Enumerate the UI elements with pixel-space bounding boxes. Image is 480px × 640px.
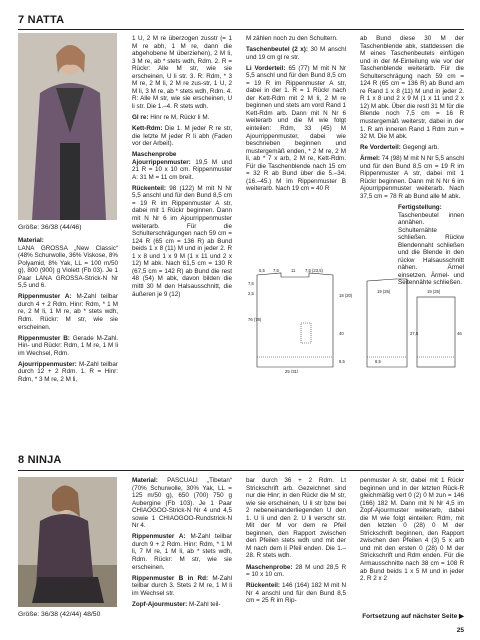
continued-next-page: Fortsetzung auf nächster Seite ▶ (362, 613, 464, 620)
paragraph-aermel: Ärmel: 74 (98) M mit N Nr 5,5 anschl und für den Bund 8,5 cm = 19 R im Rippenmuster A str, dabei mit 1 Rückr beginnen. Dann mit N Nr 6 im Ajourrippenmuster weiterarb. Nach 37,5 cm = 78 R ab Bund alle M abk. (360, 155, 464, 200)
dim-right-2: 46 (457, 331, 462, 336)
paragraph-material: Material: LANA GROSSA „New Classic“ (48% Schurwolle, 36% Viskose, 8% Polyamid, 8% Yak, LL = 100 m/50 g), 800 (900) g Violett (Fb 03). Je 1 Paar LANA GROSSA-Strick-N Nr 5,5 und 6. (18, 237, 118, 290)
model-figure (18, 33, 117, 220)
dim-mid-1: 76 (78) (248, 317, 262, 322)
paragraph-pattern-rows: 1 U, 2 M re überzogen zusstr (= 1 M re abh, 1 M re, dann die abgehobene M überziehen), 2 M li, 3 M re, ab * stets wdh, Rdm. 2. R = Rückr: Alle M str, wie sie erscheinen, U li str. 3. R: Rdm, * 3 M re, 2 M li, 2 M re zus-str, 1 U, 2 M li, 3 M re, ab * stets wdh, Rdm. 4. R: Alle M str, wie sie erscheinen, U li str. Die 1.–4. R stets wdh. (132, 35, 232, 110)
page-number: 25 (456, 627, 464, 634)
column-ninja-3 (246, 477, 346, 608)
dim-mid-3: 40 (339, 331, 344, 336)
dim-bottom-1: 25 (31) (285, 369, 299, 373)
paragraph-strickschrift: bar durch 36 + 2 Rdm. Lt Strickschrift arb. Gezeichnet sind nur die Hinr; in den Rückr die M str, wie sie erscheinen, U li str bzw bei 2 nebeneinanderliegenden U den 1. U li und den 2. U li verschr str. Mit der M vor dem re Pfeil beginnen, den Rapport zwischen den Pfeilen stets wdh und mit der M nach dem li Pfeil enden. Die 1.–28. R stets wdh. (246, 477, 346, 560)
size-natta: Größe: 36/38 (44/46) (18, 224, 82, 231)
paragraph-maschenprobe: Maschenprobe Ajourrippenmuster: 19,5 M und 21 R = 10 x 10 cm. Rippenmuster A: 31 M = 11 cm breit. (132, 151, 232, 181)
paragraph-ajourrippenmuster: Ajourrippenmuster: M-Zahl teilbar durch 12 + 2 Rdm. 1. R = Hinr: Rdm, * 3 M re, 2 M li, (18, 360, 118, 383)
paragraph-rippenmuster-a: Rippenmuster A: M-Zahl teilbar durch 9 + 2 Rdm. Hinr: Rdm, * 1 M li, 7 M re, 1 M li, ab * stets wdh, Rdm. Rückr: M str, wie sie erscheinen. (132, 533, 233, 571)
model-photo-natta (18, 33, 117, 220)
dim-bottom-2: 19 (25) (377, 289, 391, 294)
section-rule (18, 470, 464, 471)
model-figure (18, 477, 117, 607)
paragraph-kett-rdm: Kett-Rdm: Die 1. M jeder R re str, die letzte M jeder R li abh (Faden vor der Arbeit). (132, 125, 232, 148)
paragraph-taschenbeutel: Taschenbeutel (2 x): 30 M anschl und 19 cm gl re str. (246, 46, 347, 61)
section-rule (18, 29, 464, 30)
paragraph-rippenmuster-b: Rippenmuster B in Rd: M-Zahl teilbar durch 3. Stets 2 M re, 1 M li im Wechsel str. (132, 574, 232, 597)
back-outline (257, 273, 333, 367)
column-natta-2 (132, 35, 232, 302)
size-ninja: Größe: 36/38 (42/44) 48/50 (18, 611, 101, 618)
dim-top-3: 11 (291, 268, 296, 273)
paragraph-gl-re: Gl re: Hinr re M, Rückr li M. (132, 113, 210, 121)
column-natta-3 (246, 35, 346, 196)
column-ninja-4 (360, 477, 464, 586)
paragraph-rueckenteil: Rückenteil: 146 (164) 182 M mit N Nr 4 anschl und für den Bund 8,5 cm = 25 R im Rip- (246, 582, 346, 605)
paragraph-rippenmuster-a: Rippenmuster A: M-Zahl teilbar durch 4 + 2 Rdm. Hinr: Rdm, * 1 M re, 2 M li, 1 M re, ab * stets wdh, Rdm. Rückr: M str, wie sie erscheinen. (18, 293, 119, 331)
paragraph-material: Material: PASCUALI „Tibetan“ (70% Schurwolle, 30% Yak, LL = 125 m/50 g), 650 (700) 750 g Aubergine (Fb 103). Je 1 Paar CHIAOGOO-Strick-N Nr 4 und 4,5 sowie 1 CHIAOGOO-Rundstrick-N Nr 4. (132, 477, 232, 530)
section-title-natta: 7 NATTA (18, 14, 65, 26)
paragraph-zopf-ajourmuster: Zopf-Ajourmuster: M-Zahl teil- (132, 600, 221, 608)
dim-mid-4: 8,5 (339, 359, 345, 364)
model-photo-ninja (18, 477, 117, 607)
paragraph-rippenmuster-continued: penmuster A str, dabei mit 1 Rückr beginnen und in der letzten Rück-R gleichmäßig vert 0 (2) 0 M zun = 146 (166) 182 M. Dann mit N Nr 4,5 im Zopf-Ajourmuster weiterarb, dabei die M wie folgt einteilen: Rdm, mit den letzten 0 (28) 0 M der Strickschrift beginnen, den Rapport zwischen den Pfeilen 4 (3) 5 x arb und mit den ersten 0 (28) 0 M der Strickschrift und Rdm enden. Für die Armausschnitte nach 38 cm = 108 R ab Bund beids 1 x 5 M und in jeder 2. R 2 x 2 (360, 477, 464, 583)
paragraph-maschenprobe: Maschenprobe: 28 M und 28,5 R = 10 x 10 cm. (246, 563, 346, 579)
dim-mid-5: 8,5 (375, 359, 381, 364)
dim-top-1: 5,5 (259, 268, 265, 273)
paragraph-taschenblende: ab Bund diese 30 M der Taschenblende abk, stattdessen die M eines Taschenbeutels einfügen und in der M-Einteilung wie vor der Taschenblende weiterarb. Für die Schulterschrägung nach 59 cm = 124 R (65 cm = 136 R) ab Bund am re Rand 1 x 8 (11) M und in jeder 2. R 1 x 8 und 2 x 9 M (1 x 11 und 2 x 12) M abk. Über die restl 31 M für die Blende noch 7,5 cm = 16 R mustergemäß weiterstr, dabei in der 1. R am inneren Rand 1 Rdm zun = 32 M. Die M abk. (360, 35, 464, 141)
column-natta-1 (18, 237, 118, 387)
paragraph-li-vorderteil: Li Vorderteil: 65 (77) M mit N Nr 5,5 anschl und für den Bund 8,5 cm = 19 R im Rippenmuster A str, dabei in der 1. R = 1 Rückr nach der Kett-Rdm mit 2 M li, 2 M re beginnen und stets am vord Rand 1 Kett-Rdm arb. Dann mit N Nr 6 weiterarb und die M wie folgt einteilen: Rdm, 33 (45) M Ajourrippenmuster, dabei wie beschrieben beginnen und mustergemäß enden, * 2 M re, 2 M li, ab * 7 x arb, 2 M re, Kett-Rdm. Für die Taschenblende nach 15 cm = 32 R ab Bund über die 5.–34. (16.–45.) M im Rippenmuster B weiterarb. Nach 19 cm = 40 R (246, 64, 346, 193)
column-ninja-2 (132, 477, 232, 612)
dim-left-2: 2,5 (248, 291, 254, 296)
sleeve-outline (417, 297, 455, 367)
dim-top-4: 7,5 (23,5) (305, 268, 323, 273)
paragraph-schultern: M zählen noch zu den Schultern. (246, 35, 338, 42)
dim-top-2: 7,5 (273, 268, 279, 273)
paragraph-rueckenteil: Rückenteil: 98 (122) M mit N Nr 5,5 anschl und für den Bund 8,5 cm = 19 R im Rippenmuster A str, dabei mit 1 Rückr beginnen. Dann mit N Nr 6 im Ajourrippenmuster weiterarb. Für die Schulterschrägungen nach 59 cm = 124 R (65 cm = 136 R) ab Bund beids 1 x 8 (11) M und in jeder 2. R 1 x 8 und 1 x 9 M (1 x 11 und 2 x 12) M abk. Nach 61,5 cm = 130 R (67,5 cm = 142 R) ab Bund die rest 48 (54) M abk, davon bilden die mittl 30 M den Halsausschnitt, die äußeren je 9 (12) (132, 184, 232, 298)
paragraph-rippenmuster-b: Rippenmuster B: Gerade M-Zahl. Hin- und Rückr: Rdm, 1 M re, 1 M li im Wechsel, Rdm. (18, 334, 118, 357)
dim-left-1: 7,5 (248, 281, 254, 286)
section-title-ninja: 8 NINJA (18, 454, 62, 466)
dim-bottom-3: 19 (25) (427, 289, 441, 294)
schematic-diagram (247, 267, 469, 373)
column-natta-4 (360, 35, 464, 291)
paragraph-fertigstellung: Fertigstellung: Taschenbeutel innen annähen. Schulternähte schließen. Rückw Blendennaht schließen und die Blende in den rückw Halsausschnitt nähen. Ärmel einsetzen. Ärmel- und Seitennähte schließen. (398, 203, 464, 287)
dim-right-1: 37,5 (410, 331, 419, 336)
dim-mid-2: 18 (20) (339, 293, 353, 298)
paragraph-re-vorderteil: Re Vorderteil: Gegengl arb. (360, 144, 439, 152)
